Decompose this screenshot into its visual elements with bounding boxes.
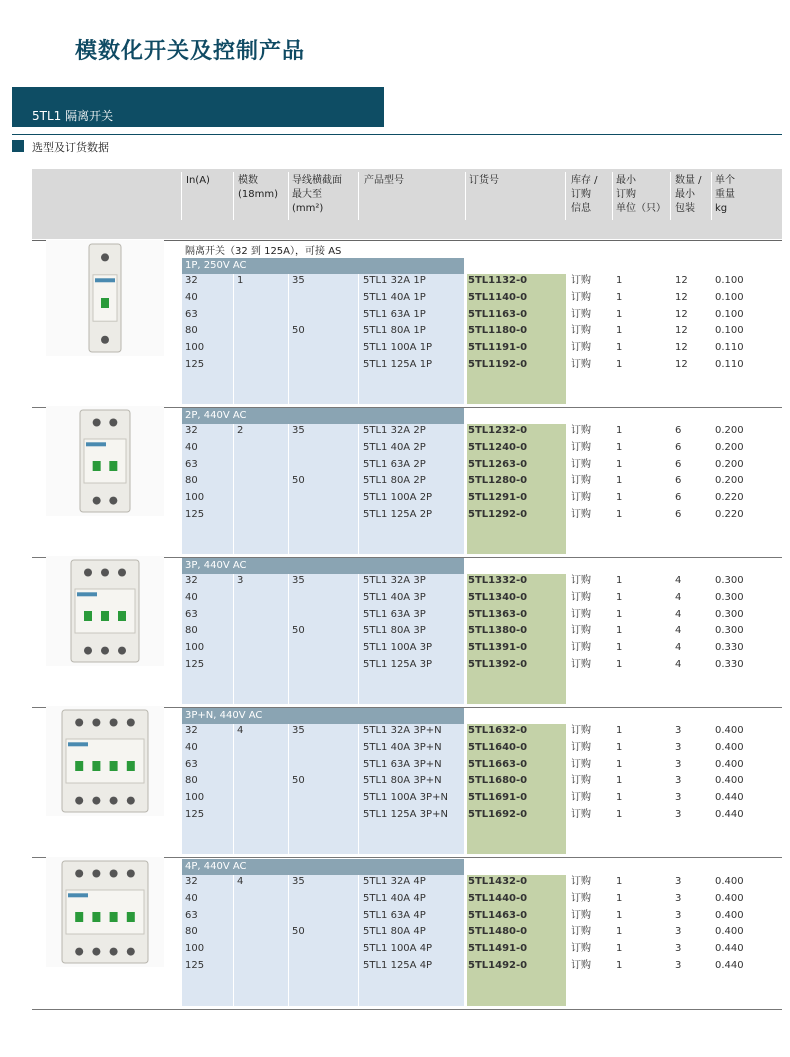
cell-stock: 订购: [571, 291, 591, 303]
group-label: 4P, 440V AC: [182, 859, 464, 875]
cell-wire: 35: [292, 425, 305, 436]
header-min: 最小 订购 单位（只）: [616, 175, 666, 214]
cell-pack: 4: [675, 575, 682, 586]
cell-pack: 6: [675, 458, 682, 470]
cell-in: 40: [185, 892, 198, 904]
cell-weight: 0.330: [715, 642, 744, 654]
cell-pack: 3: [675, 809, 682, 820]
cell-model: 5TL1 80A 1P: [363, 325, 426, 337]
cell-in: 125: [185, 359, 205, 370]
cell-stock: 订购: [571, 809, 591, 820]
cell-in: 125: [185, 809, 205, 820]
cell-min: 1: [616, 509, 623, 520]
cell-module: 4: [237, 725, 244, 736]
cell-pack: 6: [675, 509, 682, 520]
product-image: [46, 556, 164, 666]
cell-weight: 0.400: [715, 775, 744, 787]
cell-pack: 12: [675, 275, 688, 286]
cell-weight: 0.400: [715, 741, 744, 753]
section-banner: [12, 87, 384, 127]
cell-pack: 3: [675, 758, 682, 770]
cell-model: 5TL1 80A 3P: [363, 625, 426, 637]
group-divider: [32, 1009, 782, 1010]
subsection-title: 选型及订货数据: [32, 141, 109, 154]
cell-pack: 12: [675, 325, 688, 337]
cell-model: 5TL1 100A 2P: [363, 492, 433, 504]
group-label: 1P, 250V AC: [182, 258, 464, 274]
cell-stock: 订购: [571, 575, 591, 586]
cell-order: 5TL1440-0: [468, 892, 528, 904]
cell-order: 5TL1692-0: [468, 809, 528, 820]
cell-in: 80: [185, 775, 198, 787]
cell-in: 40: [185, 741, 198, 753]
cell-in: 40: [185, 441, 198, 453]
header-order: 订货号: [469, 175, 499, 186]
cell-weight: 0.440: [715, 943, 744, 955]
cell-min: 1: [616, 475, 623, 487]
cell-stock: 订购: [571, 943, 591, 955]
cell-stock: 订购: [571, 608, 591, 620]
cell-model: 5TL1 63A 2P: [363, 458, 426, 470]
cell-model: 5TL1 32A 3P: [363, 575, 426, 586]
cell-weight: 0.220: [715, 492, 744, 504]
cell-pack: 3: [675, 725, 682, 736]
cell-pack: 4: [675, 642, 682, 654]
cell-model: 5TL1 32A 2P: [363, 425, 426, 436]
cell-stock: 订购: [571, 492, 591, 504]
column-separator: [233, 424, 234, 554]
cell-pack: 3: [675, 876, 682, 887]
cell-order: 5TL1691-0: [468, 792, 528, 804]
column-separator: [358, 574, 359, 704]
header-stock: 库存 / 订购 信息: [571, 175, 598, 214]
cell-model: 5TL1 32A 1P: [363, 275, 426, 286]
cell-stock: 订购: [571, 909, 591, 921]
cell-pack: 4: [675, 659, 682, 670]
cell-model: 5TL1 40A 4P: [363, 892, 426, 904]
cell-pack: 6: [675, 492, 682, 504]
cell-min: 1: [616, 342, 623, 354]
column-separator: [233, 875, 234, 1006]
cell-order: 5TL1363-0: [468, 608, 528, 620]
cell-wire: 35: [292, 575, 305, 586]
cell-stock: 订购: [571, 892, 591, 904]
column-separator: [288, 875, 289, 1006]
cell-min: 1: [616, 359, 623, 370]
cell-wire: 50: [292, 325, 305, 337]
cell-model: 5TL1 63A 4P: [363, 909, 426, 921]
cell-wire: 50: [292, 926, 305, 938]
cell-in: 125: [185, 509, 205, 520]
cell-order: 5TL1263-0: [468, 458, 528, 470]
cell-stock: 订购: [571, 509, 591, 520]
cell-in: 100: [185, 943, 205, 955]
cell-model: 5TL1 100A 3P: [363, 642, 433, 654]
cell-stock: 订购: [571, 308, 591, 320]
cell-model: 5TL1 125A 1P: [363, 359, 433, 370]
cell-order: 5TL1132-0: [468, 275, 528, 286]
cell-model: 5TL1 63A 3P: [363, 608, 426, 620]
cell-stock: 订购: [571, 926, 591, 938]
column-separator: [358, 274, 359, 404]
cell-min: 1: [616, 809, 623, 820]
cell-module: 3: [237, 575, 244, 586]
cell-model: 5TL1 63A 1P: [363, 308, 426, 320]
cell-model: 5TL1 40A 3P+N: [363, 741, 442, 753]
cell-stock: 订购: [571, 441, 591, 453]
cell-order: 5TL1163-0: [468, 308, 528, 320]
cell-model: 5TL1 40A 2P: [363, 441, 426, 453]
cell-pack: 4: [675, 625, 682, 637]
cell-module: 4: [237, 876, 244, 887]
cell-min: 1: [616, 943, 623, 955]
cell-model: 5TL1 80A 3P+N: [363, 775, 442, 787]
cell-in: 125: [185, 960, 205, 971]
cell-in: 100: [185, 342, 205, 354]
cell-pack: 12: [675, 291, 688, 303]
header-in: In(A): [186, 175, 210, 186]
cell-pack: 3: [675, 892, 682, 904]
cell-module: 1: [237, 275, 244, 286]
cell-in: 40: [185, 291, 198, 303]
cell-model: 5TL1 125A 3P: [363, 659, 433, 670]
cell-pack: 12: [675, 308, 688, 320]
cell-in: 32: [185, 725, 198, 736]
cell-stock: 订购: [571, 359, 591, 370]
cell-stock: 订购: [571, 591, 591, 603]
cell-in: 80: [185, 325, 198, 337]
cell-order: 5TL1463-0: [468, 909, 528, 921]
column-separator: [288, 574, 289, 704]
cell-order: 5TL1680-0: [468, 775, 528, 787]
cell-in: 63: [185, 608, 198, 620]
cell-order: 5TL1291-0: [468, 492, 528, 504]
cell-order: 5TL1280-0: [468, 475, 528, 487]
cell-stock: 订购: [571, 475, 591, 487]
cell-stock: 订购: [571, 792, 591, 804]
cell-min: 1: [616, 575, 623, 586]
cell-pack: 3: [675, 909, 682, 921]
cell-in: 80: [185, 475, 198, 487]
column-separator: [233, 724, 234, 854]
cell-in: 63: [185, 909, 198, 921]
cell-min: 1: [616, 909, 623, 921]
cell-model: 5TL1 100A 3P+N: [363, 792, 448, 804]
cell-in: 32: [185, 425, 198, 436]
cell-in: 125: [185, 659, 205, 670]
cell-order: 5TL1292-0: [468, 509, 528, 520]
cell-weight: 0.300: [715, 608, 744, 620]
cell-min: 1: [616, 608, 623, 620]
cell-in: 63: [185, 308, 198, 320]
cell-pack: 3: [675, 960, 682, 971]
cell-model: 5TL1 125A 3P+N: [363, 809, 448, 820]
cell-stock: 订购: [571, 642, 591, 654]
cell-in: 32: [185, 275, 198, 286]
cell-model: 5TL1 80A 4P: [363, 926, 426, 938]
cell-model: 5TL1 32A 3P+N: [363, 725, 442, 736]
cell-stock: 订购: [571, 325, 591, 337]
cell-order: 5TL1491-0: [468, 943, 528, 955]
column-separator: [288, 424, 289, 554]
cell-order: 5TL1432-0: [468, 876, 528, 887]
cell-order: 5TL1332-0: [468, 575, 528, 586]
cell-in: 100: [185, 492, 205, 504]
column-separator: [288, 274, 289, 404]
cell-order: 5TL1632-0: [468, 725, 528, 736]
cell-pack: 4: [675, 608, 682, 620]
cell-stock: 订购: [571, 659, 591, 670]
cell-pack: 3: [675, 926, 682, 938]
cell-in: 63: [185, 758, 198, 770]
cell-weight: 0.400: [715, 909, 744, 921]
column-separator: [233, 274, 234, 404]
cell-model: 5TL1 125A 2P: [363, 509, 433, 520]
cell-order: 5TL1180-0: [468, 325, 528, 337]
cell-in: 63: [185, 458, 198, 470]
cell-module: 2: [237, 425, 244, 436]
header-qty: 数量 / 最小 包装: [675, 175, 702, 214]
cell-wire: 50: [292, 475, 305, 487]
header-module: 模数 (18mm): [238, 175, 279, 200]
cell-pack: 12: [675, 359, 688, 370]
cell-order: 5TL1232-0: [468, 425, 528, 436]
cell-min: 1: [616, 775, 623, 787]
cell-min: 1: [616, 725, 623, 736]
cell-min: 1: [616, 892, 623, 904]
cell-in: 32: [185, 575, 198, 586]
cell-weight: 0.300: [715, 591, 744, 603]
column-separator: [358, 875, 359, 1006]
cell-order: 5TL1192-0: [468, 359, 528, 370]
cell-weight: 0.300: [715, 575, 744, 586]
cell-stock: 订购: [571, 876, 591, 887]
cell-model: 5TL1 40A 3P: [363, 591, 426, 603]
cell-min: 1: [616, 926, 623, 938]
cell-model: 5TL1 100A 4P: [363, 943, 433, 955]
cell-weight: 0.100: [715, 291, 744, 303]
cell-wire: 50: [292, 775, 305, 787]
cell-min: 1: [616, 275, 623, 286]
cell-weight: 0.200: [715, 425, 744, 436]
cell-pack: 12: [675, 342, 688, 354]
cell-order: 5TL1240-0: [468, 441, 528, 453]
cell-in: 100: [185, 642, 205, 654]
cell-in: 100: [185, 792, 205, 804]
product-image: [46, 406, 164, 516]
cell-min: 1: [616, 659, 623, 670]
cell-min: 1: [616, 642, 623, 654]
cell-min: 1: [616, 741, 623, 753]
cell-order: 5TL1480-0: [468, 926, 528, 938]
cell-weight: 0.400: [715, 876, 744, 887]
cell-wire: 35: [292, 275, 305, 286]
cell-order: 5TL1392-0: [468, 659, 528, 670]
cell-weight: 0.100: [715, 325, 744, 337]
cell-pack: 3: [675, 943, 682, 955]
product-image: [46, 706, 164, 816]
cell-stock: 订购: [571, 775, 591, 787]
cell-weight: 0.100: [715, 275, 744, 286]
cell-order: 5TL1191-0: [468, 342, 528, 354]
cell-weight: 0.330: [715, 659, 744, 670]
cell-min: 1: [616, 758, 623, 770]
cell-model: 5TL1 125A 4P: [363, 960, 433, 971]
cell-wire: 50: [292, 625, 305, 637]
header-model: 产品型号: [364, 175, 404, 186]
cell-weight: 0.110: [715, 359, 744, 370]
cell-stock: 订购: [571, 758, 591, 770]
cell-order: 5TL1140-0: [468, 291, 528, 303]
cell-wire: 35: [292, 876, 305, 887]
cell-min: 1: [616, 458, 623, 470]
cell-pack: 3: [675, 741, 682, 753]
cell-weight: 0.200: [715, 475, 744, 487]
header-wire: 导线横截面 最大至 (mm²): [292, 175, 342, 214]
table-note: 隔离开关（32 到 125A），可接 AS: [185, 246, 342, 257]
square-bullet-icon: [12, 140, 24, 152]
group-label: 2P, 440V AC: [182, 408, 464, 424]
cell-pack: 6: [675, 475, 682, 487]
cell-weight: 0.400: [715, 926, 744, 938]
cell-weight: 0.200: [715, 458, 744, 470]
cell-weight: 0.440: [715, 809, 744, 820]
cell-order: 5TL1380-0: [468, 625, 528, 637]
cell-min: 1: [616, 308, 623, 320]
cell-stock: 订购: [571, 625, 591, 637]
cell-order: 5TL1640-0: [468, 741, 528, 753]
cell-weight: 0.400: [715, 725, 744, 736]
page-title: 模数化开关及控制产品: [75, 39, 306, 64]
cell-weight: 0.100: [715, 308, 744, 320]
cell-stock: 订购: [571, 458, 591, 470]
cell-min: 1: [616, 625, 623, 637]
cell-min: 1: [616, 325, 623, 337]
cell-weight: 0.300: [715, 625, 744, 637]
column-separator: [288, 724, 289, 854]
cell-model: 5TL1 100A 1P: [363, 342, 433, 354]
cell-weight: 0.400: [715, 758, 744, 770]
divider: [12, 134, 782, 135]
cell-order: 5TL1391-0: [468, 642, 528, 654]
cell-in: 40: [185, 591, 198, 603]
cell-stock: 订购: [571, 275, 591, 286]
cell-min: 1: [616, 591, 623, 603]
cell-weight: 0.200: [715, 441, 744, 453]
cell-in: 80: [185, 926, 198, 938]
cell-weight: 0.440: [715, 792, 744, 804]
cell-stock: 订购: [571, 425, 591, 436]
cell-weight: 0.110: [715, 342, 744, 354]
cell-order: 5TL1340-0: [468, 591, 528, 603]
cell-min: 1: [616, 792, 623, 804]
cell-pack: 6: [675, 441, 682, 453]
cell-min: 1: [616, 960, 623, 971]
cell-order: 5TL1492-0: [468, 960, 528, 971]
cell-stock: 订购: [571, 725, 591, 736]
group-label: 3P, 440V AC: [182, 558, 464, 574]
cell-min: 1: [616, 876, 623, 887]
cell-model: 5TL1 40A 1P: [363, 291, 426, 303]
group-label: 3P+N, 440V AC: [182, 708, 464, 724]
column-separator: [233, 574, 234, 704]
cell-model: 5TL1 32A 4P: [363, 876, 426, 887]
column-separator: [358, 424, 359, 554]
cell-min: 1: [616, 441, 623, 453]
cell-model: 5TL1 63A 3P+N: [363, 758, 442, 770]
cell-model: 5TL1 80A 2P: [363, 475, 426, 487]
cell-stock: 订购: [571, 960, 591, 971]
product-image: [46, 240, 164, 356]
cell-order: 5TL1663-0: [468, 758, 528, 770]
cell-weight: 0.220: [715, 509, 744, 520]
cell-stock: 订购: [571, 741, 591, 753]
header-weight: 单个 重量 kg: [715, 175, 735, 214]
cell-wire: 35: [292, 725, 305, 736]
section-title: 5TL1 隔离开关: [32, 109, 114, 123]
cell-weight: 0.440: [715, 960, 744, 971]
cell-weight: 0.400: [715, 892, 744, 904]
cell-in: 80: [185, 625, 198, 637]
column-separator: [358, 724, 359, 854]
cell-pack: 6: [675, 425, 682, 436]
cell-pack: 3: [675, 792, 682, 804]
cell-pack: 4: [675, 591, 682, 603]
cell-in: 32: [185, 876, 198, 887]
cell-min: 1: [616, 492, 623, 504]
cell-stock: 订购: [571, 342, 591, 354]
cell-min: 1: [616, 291, 623, 303]
cell-min: 1: [616, 425, 623, 436]
cell-pack: 3: [675, 775, 682, 787]
product-image: [46, 857, 164, 967]
